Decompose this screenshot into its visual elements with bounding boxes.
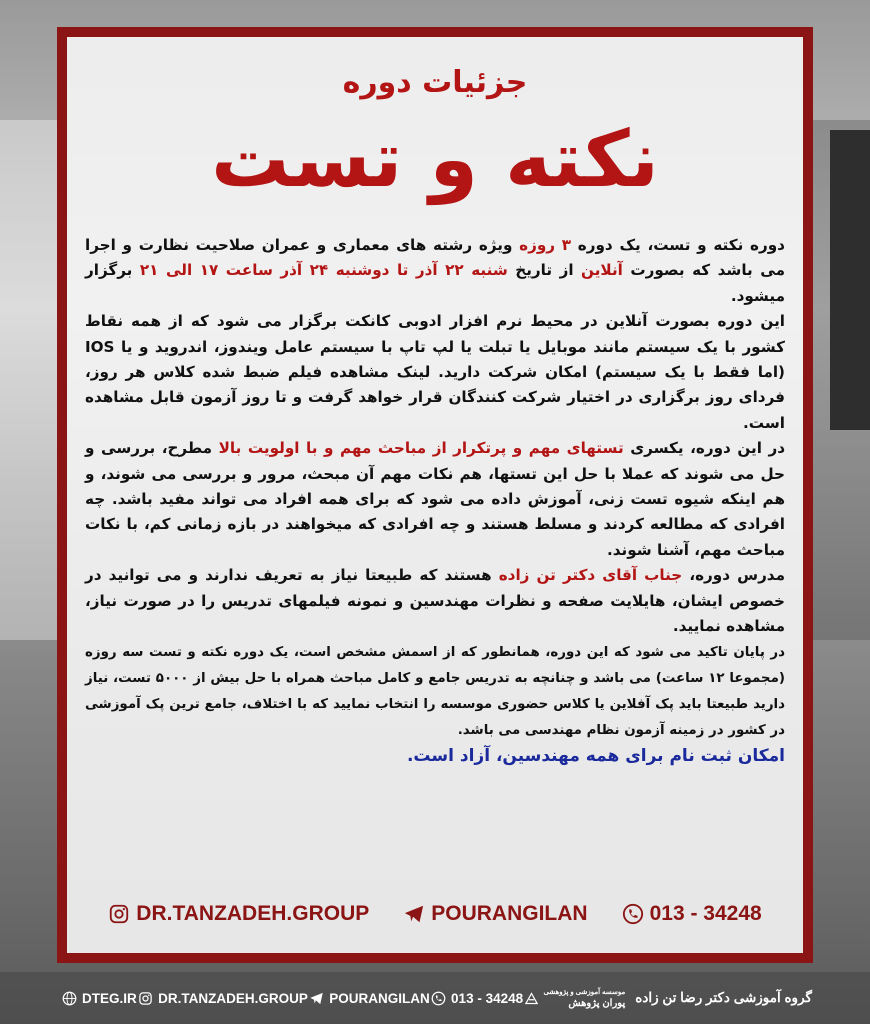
footer-instagram-label: DR.TANZADEH.GROUP bbox=[158, 990, 308, 1006]
logo-text: پوران پژوهش bbox=[568, 998, 626, 1009]
duration-highlight: ۳ روزه bbox=[519, 236, 572, 254]
institute-logo-icon bbox=[524, 991, 539, 1006]
contact-instagram[interactable] bbox=[108, 902, 369, 926]
telegram-icon bbox=[309, 991, 324, 1006]
teacher-highlight: جناب آقای دکتر تن زاده bbox=[498, 566, 683, 585]
course-description bbox=[85, 233, 785, 769]
footer-brand-name: گروه آموزشی دکتر رضا تن زاده bbox=[635, 990, 812, 1005]
dates-highlight: شنبه ۲۲ آذر تا دوشنبه ۲۴ آذر ساعت ۱۷ الی ۲۱ bbox=[139, 261, 508, 280]
instagram-icon bbox=[138, 991, 153, 1006]
footer-phone-label: 013 - 34248 bbox=[451, 990, 524, 1006]
telegram-icon bbox=[403, 903, 425, 925]
online-highlight: آنلاین bbox=[581, 261, 623, 280]
instagram-icon bbox=[108, 903, 130, 925]
course-title: نکته و تست bbox=[211, 115, 659, 205]
paragraph-content: در این دوره، یکسری تستهای مهم و پرتکرار از مباحث مهم و با اولویت بالا مطرح، بررسی و حل می شوند که عملا با حل این تستها، هم نکات مهم آن مبحث، مرور و بررسی می شوند، و هم اینکه شیوه تست زنی، آموزش داده می شود که برای همه افراد می تواند مفید باشد. چه افرادی که مطالعه کردند و مسلط هستند و چه افرادی که میخواهند در بازه زمانی کم، با نکات مباحث مهم، آشنا شوند. bbox=[85, 439, 785, 559]
footer-instagram[interactable] bbox=[138, 991, 308, 1006]
paragraph-intro: دوره نکته و تست، یک دوره ۳ روزه ویژه رشته های معماری و عمران صلاحیت نظارت و اجرا می باشد که بصورت آنلاین از تاریخ شنبه ۲۲ آذر تا دوشنبه ۲۴ آذر ساعت ۱۷ الی ۲۱ برگزار میشود. bbox=[85, 236, 786, 305]
contact-instagram-label: DR.TANZADEH.GROUP bbox=[136, 902, 370, 925]
footer-phone[interactable] bbox=[431, 991, 523, 1006]
registration-note: امکان ثبت نام برای همه مهندسین، آزاد است. bbox=[406, 745, 785, 766]
footer-website[interactable] bbox=[62, 991, 137, 1006]
footer-brand bbox=[524, 987, 812, 1009]
footer-telegram[interactable] bbox=[309, 991, 430, 1006]
footer-website-label: DTEG.IR bbox=[82, 990, 137, 1006]
logo-small-text: موسسه آموزشی و پژوهشی bbox=[543, 989, 626, 996]
details-card bbox=[57, 27, 813, 963]
contact-row bbox=[67, 902, 803, 926]
phone-icon bbox=[622, 903, 644, 925]
course-subtitle: جزئیات دوره bbox=[342, 65, 528, 100]
paragraph-teacher: مدرس دوره، جناب آقای دکتر تن زاده هستند که طبیعتا نیاز به تعریف ندارند و می توانید در خصوص ایشان، هایلایت صفحه و نظرات مهندسین و نمونه فیلمهای تدریس را در صورت نیاز، مشاهده نمایید. bbox=[85, 566, 785, 636]
contact-telegram[interactable] bbox=[403, 902, 587, 926]
contact-telegram-label: POURANGILAN bbox=[431, 902, 588, 925]
footer-telegram-label: POURANGILAN bbox=[329, 990, 430, 1006]
contact-phone-label: 013 - 34248 bbox=[649, 902, 762, 925]
globe-icon bbox=[62, 991, 77, 1006]
institute-logo bbox=[524, 987, 625, 1009]
paragraph-platform: این دوره بصورت آنلاین در محیط نرم افزار ادوبی کانکت برگزار می شود که از همه نقاط کشور با یک سیستم مانند موبایل یا تبلت یا لپ تاپ با سیستم عامل ویندوز، اندروید و یا IOS (اما فقط با یک سیستم) امکان شرکت دارید. لینک مشاهده فیلم ضبط شده کلاس هر روز، فردای روز برگزاری در اختیار شرکت کنندگان قرار خواهد گرفت و تا روز آزمون قابل مشاهده است. bbox=[85, 312, 785, 432]
tests-highlight: تستهای مهم و پرتکرار از مباحث مهم و با اولویت بالا bbox=[218, 439, 624, 458]
paragraph-summary: در پایان تاکید می شود که این دوره، همانطور که از اسمش مشخص است، یک دوره نکته و تست سه روزه (مجموعا ۱۲ ساعت) می باشد و چنانچه به تدریس جامع و کامل مباحث همراه با حل بیش از ۵۰۰۰ تست، نیاز دارید طبیعتا باید پک آفلاین یا کلاس حضوری موسسه را انتخاب نمایید که با اختلاف، جامع ترین پک آموزشی در کشور در زمینه آزمون نظام مهندسی می باشد. bbox=[85, 644, 785, 738]
phone-icon bbox=[431, 991, 446, 1006]
contact-phone[interactable] bbox=[622, 902, 762, 926]
footer-bar bbox=[0, 972, 870, 1024]
